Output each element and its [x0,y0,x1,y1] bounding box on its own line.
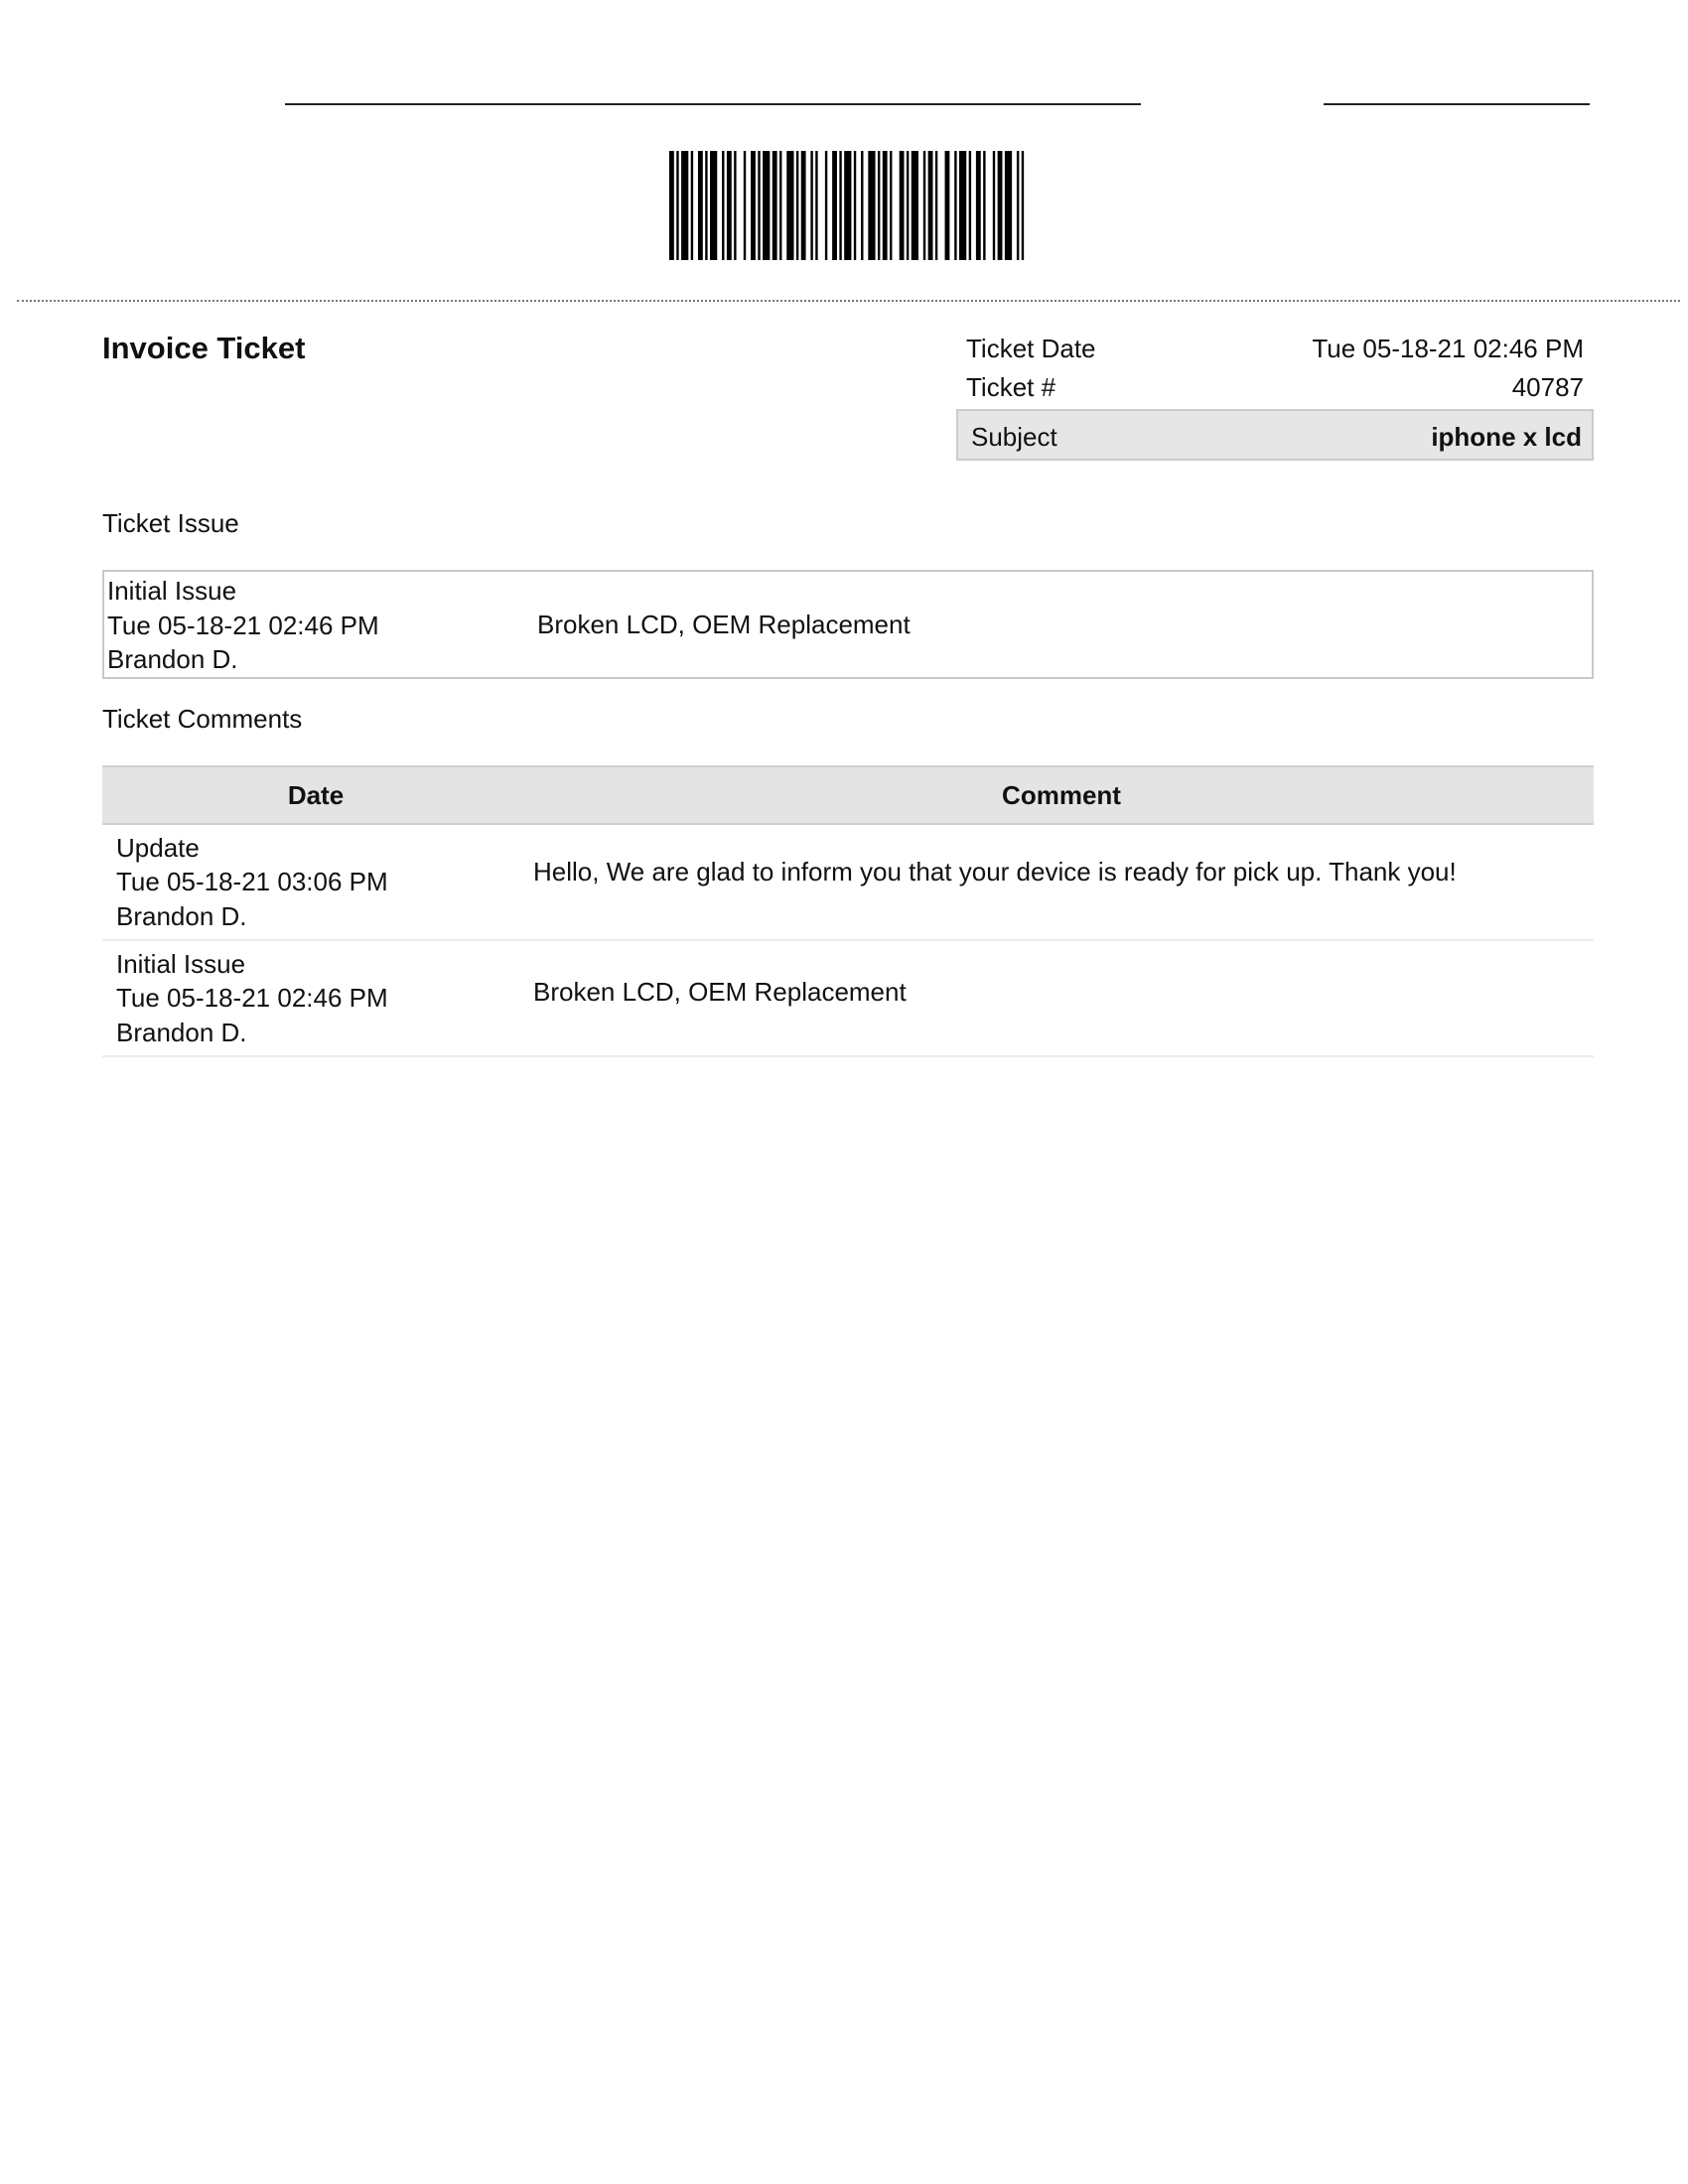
barcode-bar [810,151,812,260]
comments-table [102,765,1594,1057]
barcode-bar [983,151,985,260]
comment-meta-cell [102,831,529,934]
ticket-date-row [956,330,1594,368]
barcode-bar [969,151,971,260]
column-header-date: Date [287,780,345,810]
comment-type: Initial Issue [116,948,246,979]
barcode-bar [691,151,693,260]
barcode-bar [854,151,856,260]
comments-table-header [102,765,1594,825]
ticket-issue-box [102,570,1594,679]
barcode-bar [1022,151,1024,260]
comment-type: Update [116,832,200,863]
barcode-bar [993,151,995,260]
ticket-comments-heading: Ticket Comments [102,704,303,734]
barcode-bar [751,151,756,260]
ticket-number-row [956,368,1594,407]
issue-info [107,574,379,677]
ticket-issue-heading: Ticket Issue [102,508,239,538]
barcode-bar [945,151,950,260]
barcode-bar [1017,151,1019,260]
barcode-bar [722,151,724,260]
barcode-bar [796,151,798,260]
comment-author: Brandon D. [116,900,247,931]
ticket-date-label: Ticket Date [966,334,1096,363]
barcode-bar [727,151,732,260]
barcode-bar [912,151,918,260]
comment-meta-cell [102,947,529,1050]
barcode-bar [907,151,909,260]
ticket-meta [956,330,1594,461]
barcode-bar [698,151,703,260]
barcode-bar [825,151,827,260]
barcode-bar [705,151,707,260]
barcode-bar [923,151,925,260]
issue-description: Broken LCD, OEM Replacement [537,610,911,639]
issue-date: Tue 05-18-21 02:46 PM [107,610,379,640]
barcode-bar [976,151,981,260]
issue-type: Initial Issue [107,576,237,606]
table-row [102,941,1594,1057]
barcode-bar [890,151,892,260]
barcode-image [669,151,1029,260]
barcode-bar [681,151,688,260]
barcode-bar [861,151,863,260]
barcode-bar [786,151,793,260]
comment-author: Brandon D. [116,1017,247,1047]
barcode-bar [669,151,674,260]
subject-value: iphone x lcd [1431,422,1582,452]
barcode-bar [998,151,1003,260]
table-row [102,825,1594,941]
barcode-bar [832,151,837,260]
comment-date: Tue 05-18-21 03:06 PM [116,867,388,897]
subject-label: Subject [971,422,1057,452]
comment-text: Broken LCD, OEM Replacement [533,977,907,1007]
date-line [1324,103,1590,105]
ticket-number-label: Ticket # [966,372,1056,402]
subject-row [956,409,1594,461]
barcode-bar [928,151,933,260]
barcode-bar [779,151,781,260]
barcode-bar [900,151,905,260]
barcode-bar [839,151,841,260]
barcode-bar [935,151,937,260]
issue-author: Brandon D. [107,644,238,674]
barcode-bar [868,151,875,260]
document-title: Invoice Ticket [102,331,306,365]
barcode-bar [878,151,880,260]
barcode-bar [734,151,736,260]
barcode-bar [676,151,678,260]
column-header-comment: Comment [1002,780,1121,810]
barcode-bar [1005,151,1012,260]
barcode-bar [763,151,770,260]
barcode-bar [844,151,851,260]
barcode-bar [801,151,806,260]
ticket-number-value: 40787 [1511,372,1584,402]
barcode-bar [815,151,817,260]
comment-text: Hello, We are glad to inform you that your device is ready for pick up. Thank you! [533,857,1457,887]
barcode-bar [773,151,777,260]
barcode-bar [959,151,966,260]
ticket-date-value: Tue 05-18-21 02:46 PM [1312,334,1584,363]
barcode-bar [954,151,956,260]
barcode-bar [758,151,760,260]
separator-dotted-line [17,300,1680,302]
comment-date: Tue 05-18-21 02:46 PM [116,983,388,1014]
barcode-bar [744,151,746,260]
barcode-bar [710,151,717,260]
signature-line [285,103,1141,105]
barcode-bar [883,151,888,260]
